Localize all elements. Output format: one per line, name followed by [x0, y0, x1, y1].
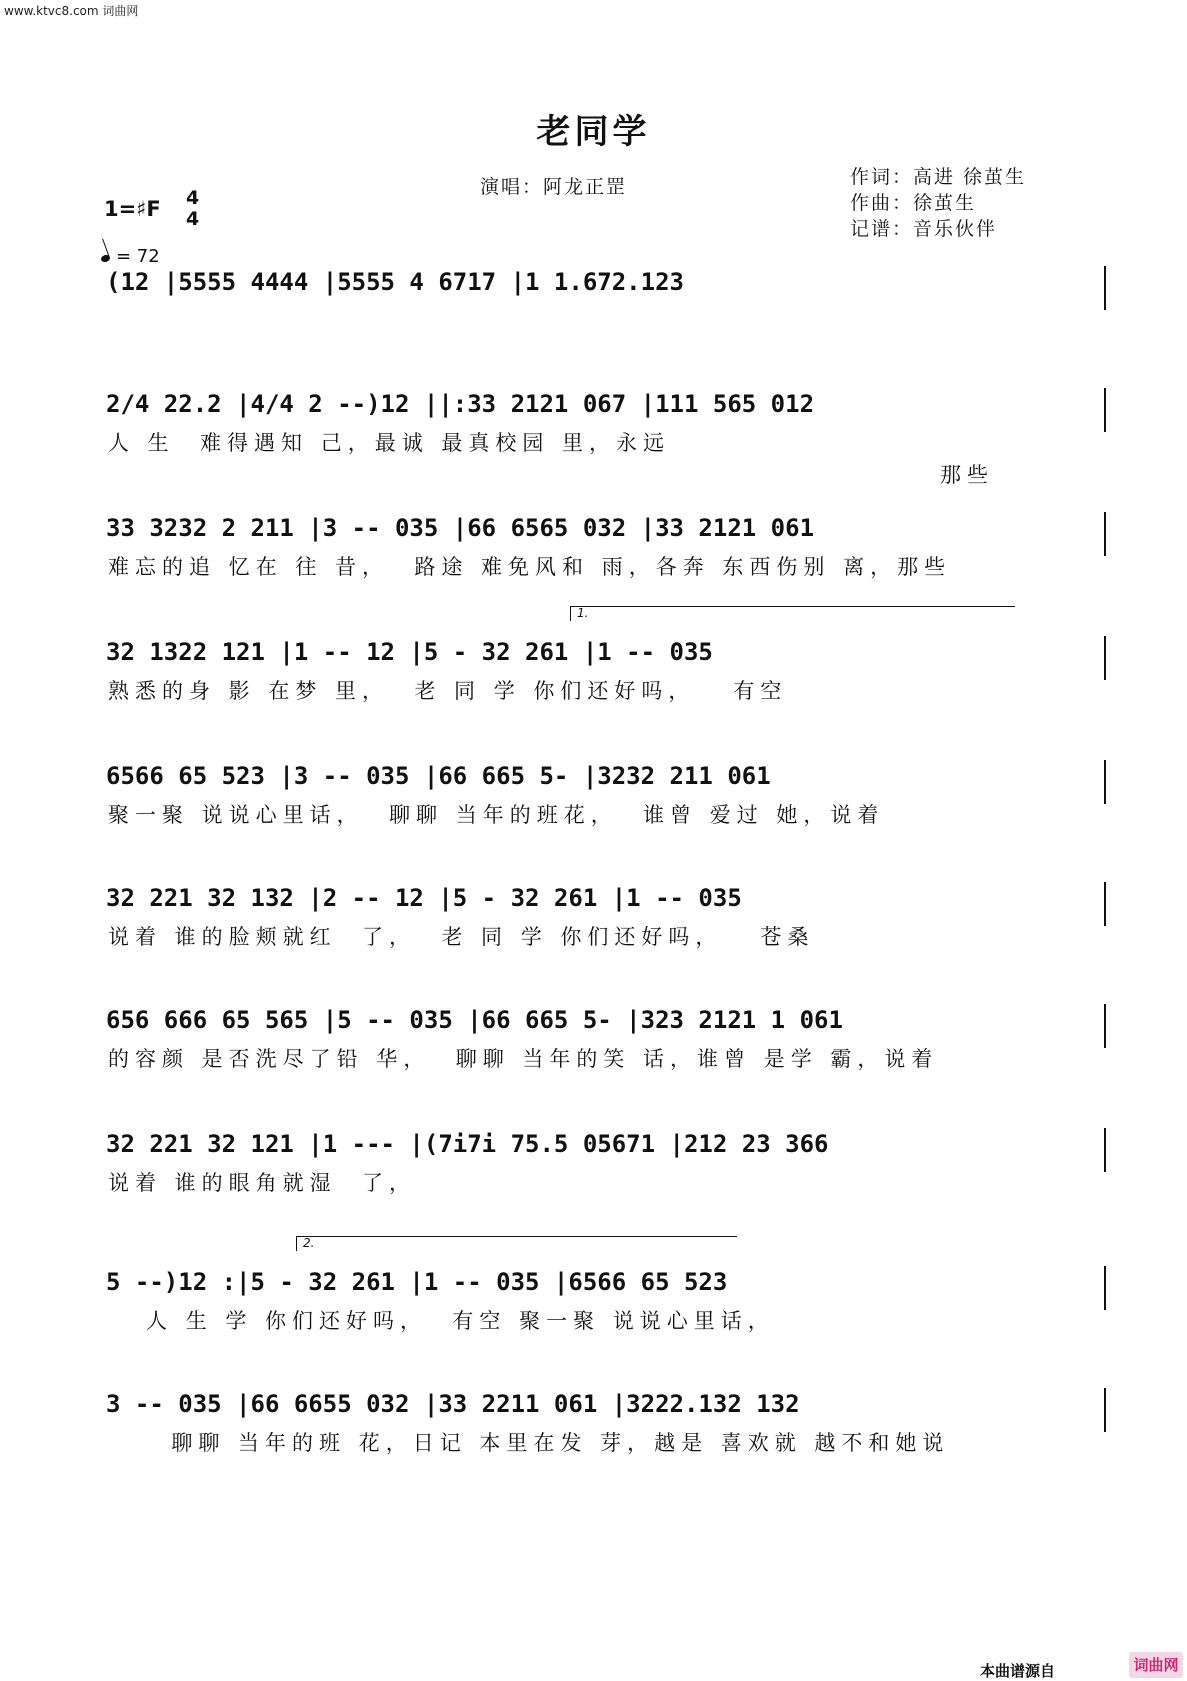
first-ending-bracket: 1.: [570, 606, 1015, 621]
lyric-line: 说着 谁的脸颊就红 了， 老 同 学 你们还好吗， 苍桑: [108, 925, 815, 949]
barline-end: [1104, 1128, 1106, 1172]
lyric-line: 人 生 学 你们还好吗， 有空 聚一聚 说说心里话，: [108, 1309, 775, 1333]
notes-line: 32 221 32 121 |1 --- |(7i7i 75.5 05671 |212 23 366: [106, 1130, 829, 1158]
transcriber-credit: 记谱：音乐伙伴: [850, 218, 998, 240]
lyric-line: 说着 谁的眼角就湿 了，: [108, 1171, 417, 1195]
lyric-line-alt: 那些: [940, 463, 994, 487]
notes-line: 33 3232 2 211 |3 -- 035 |66 6565 032 |33 2121 061: [106, 514, 815, 542]
time-signature-top: 4: [186, 187, 200, 209]
lyric-line: 的容颜 是否洗尽了铅 华， 聊聊 当年的笑 话，谁曾 是学 霸，说着: [108, 1047, 939, 1071]
notes-line: 32 221 32 132 |2 -- 12 |5 - 32 261 |1 -- 035: [106, 884, 742, 912]
notes-line: 6566 65 523 |3 -- 035 |66 665 5- |3232 211 061: [106, 762, 771, 790]
lyric-line: 难忘的追 忆在 往 昔， 路途 难免风和 雨，各奔 东西伤别 离，那些: [108, 555, 952, 579]
notes-line: 32 1322 121 |1 -- 12 |5 - 32 261 |1 -- 035: [106, 638, 713, 666]
notes-line: (12 |5555 4444 |5555 4 6717 |1 1.672.123: [106, 268, 684, 296]
barline-end: [1104, 1388, 1106, 1432]
notes-line: 656 666 65 565 |5 -- 035 |66 665 5- |323 2121 1 061: [106, 1006, 843, 1034]
lyricist-credit: 作词：高进 徐茧生: [850, 166, 1027, 188]
barline-end: [1104, 882, 1106, 926]
composer-credit: 作曲：徐茧生: [850, 192, 977, 214]
site-logo[interactable]: 词曲网: [1129, 1652, 1183, 1678]
barline-end: [1104, 388, 1106, 432]
site-url[interactable]: www.ktvc8.com 词曲网: [4, 4, 139, 18]
barline-end: [1104, 512, 1106, 556]
barline-end: [1104, 636, 1106, 680]
time-signature: [186, 188, 199, 230]
key-signature: 1=♯F: [104, 197, 161, 221]
notes-line: 5 --)12 :|5 - 32 261 |1 -- 035 |6566 65 523: [106, 1268, 728, 1296]
time-signature-bottom: 4: [186, 208, 200, 230]
barline-end: [1104, 760, 1106, 804]
barline-end: [1104, 1004, 1106, 1048]
song-title: 老同学: [536, 112, 651, 152]
notes-line: 3 -- 035 |66 6655 032 |33 2211 061 |3222.132 132: [106, 1390, 800, 1418]
lyric-line: 聚一聚 说说心里话， 聊聊 当年的班花， 谁曾 爱过 她，说着: [108, 803, 885, 827]
tempo-value: = 72: [116, 246, 160, 267]
barline-end: [1104, 1266, 1106, 1310]
footer-source-text: 本曲谱源自: [980, 1662, 1056, 1680]
lyric-line: 熟悉的身 影 在梦 里， 老 同 学 你们还好吗， 有空: [108, 679, 788, 703]
second-ending-bracket: 2.: [296, 1236, 737, 1251]
singer-credit: 演唱：阿龙正罡: [480, 176, 628, 198]
lyric-line: 聊聊 当年的班 花，日记 本里在发 芽，越是 喜欢就 越不和她说: [108, 1431, 950, 1455]
notes-line: 2/4 22.2 |4/4 2 --)12 ||:33 2121 067 |111 565 012: [106, 390, 815, 418]
lyric-line: 人 生 难得遇知 己，最诚 最真校园 里，永远: [108, 431, 671, 455]
barline-end: [1104, 266, 1106, 310]
